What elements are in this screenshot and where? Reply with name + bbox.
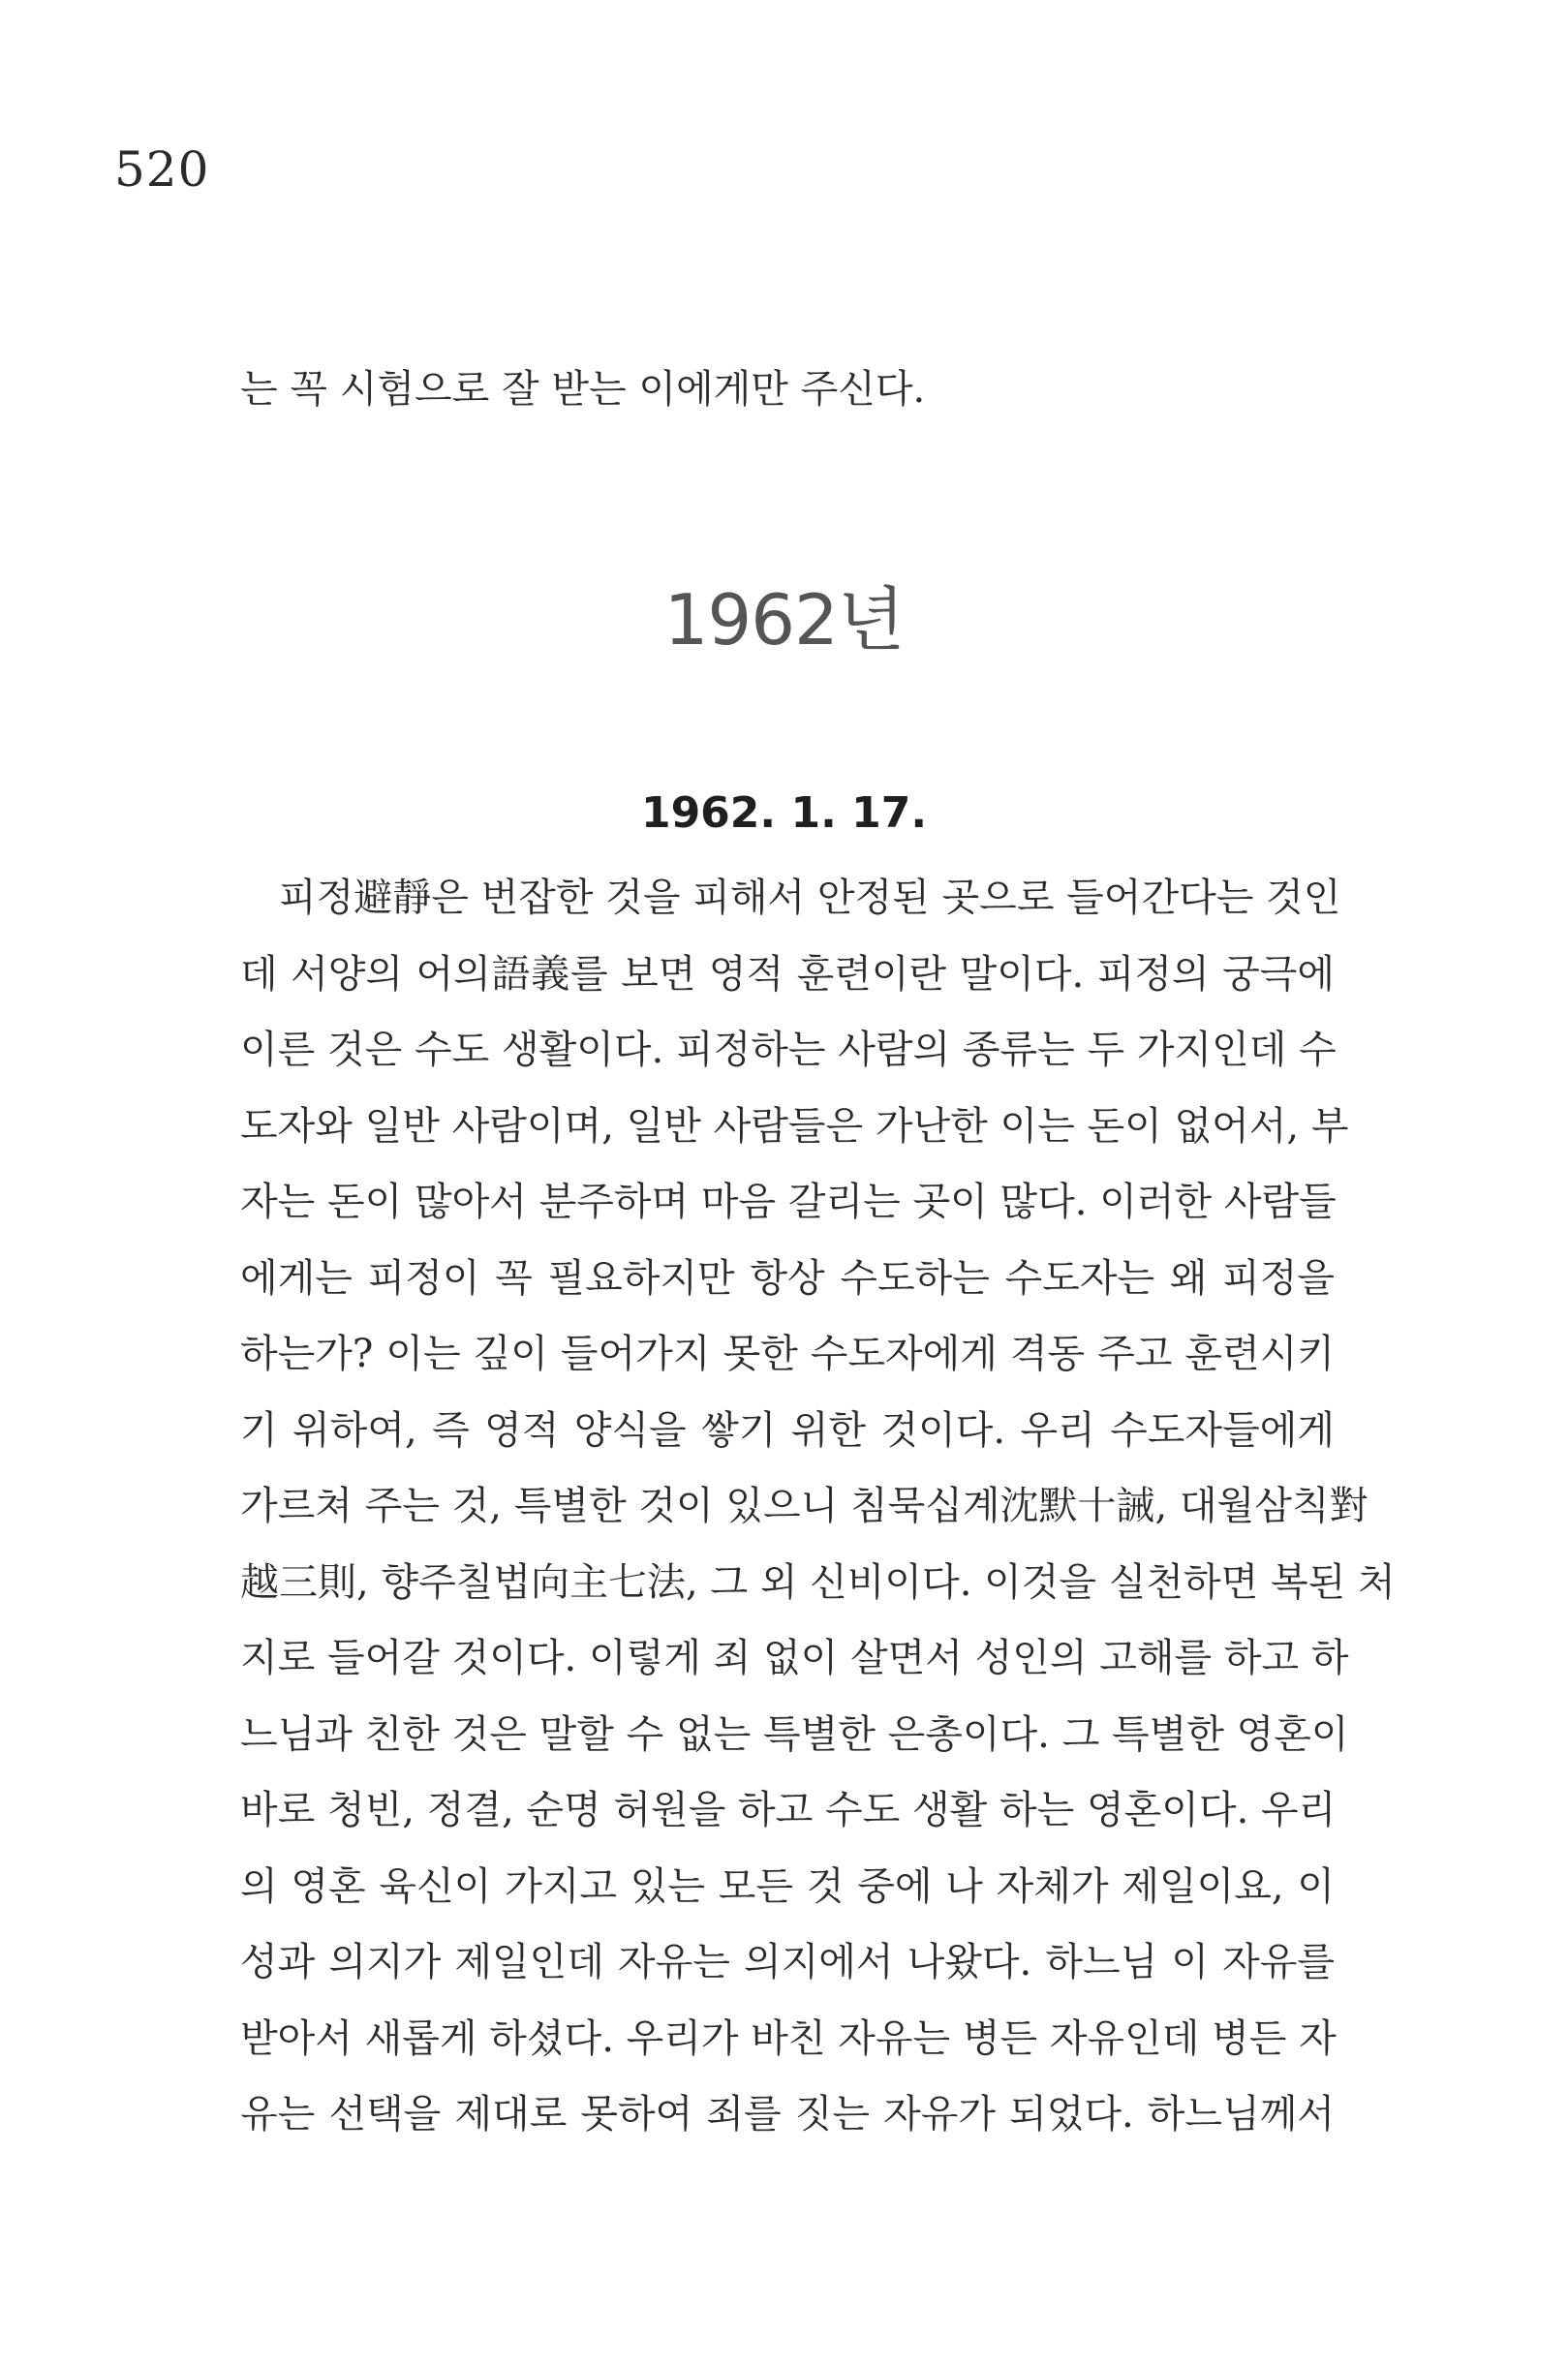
body-line: 자는 돈이 많아서 분주하며 마음 갈리는 곳이 많다. 이러한 사람들	[240, 1180, 1337, 1224]
body-line: 성과 의지가 제일인데 자유는 의지에서 나왔다. 하느님 이 자유를	[240, 1940, 1335, 1984]
year-heading: 1962년	[663, 579, 905, 661]
body-line: 느님과 친한 것은 말할 수 없는 특별한 은총이다. 그 특별한 영혼이	[240, 1711, 1349, 1757]
date-heading: 1962. 1. 17.	[640, 788, 928, 838]
body-line: 데 서양의 어의語義를 보면 영적 훈련이란 말이다. 피정의 궁극에	[240, 951, 1335, 997]
body-line: 하는가? 이는 깊이 들어가지 못한 수도자에게 격동 주고 훈련시키	[240, 1332, 1335, 1376]
body-line: 피정避靜은 번잡한 것을 피해서 안정된 곳으로 들어간다는 것인	[279, 876, 1341, 920]
body-line: 가르쳐 주는 것, 특별한 것이 있으니 침묵십계沈默十誡, 대월삼칙對	[240, 1484, 1368, 1528]
body-line: 에게는 피정이 꼭 필요하지만 항상 수도하는 수도자는 왜 피정을	[240, 1255, 1335, 1301]
body-line: 이른 것은 수도 생활이다. 피정하는 사람의 종류는 두 가지인데 수	[240, 1028, 1337, 1072]
body-line: 기 위하여, 즉 영적 양식을 쌓기 위한 것이다. 우리 수도자들에게	[240, 1407, 1335, 1453]
body-line: 받아서 새롭게 하셨다. 우리가 바친 자유는 병든 자유인데 병든 자	[240, 2015, 1337, 2061]
body-line: 바로 청빈, 정결, 순명 허원을 하고 수도 생활 하는 영혼이다. 우리	[240, 1788, 1337, 1832]
page-number: 520	[114, 141, 210, 198]
body-text	[240, 860, 1396, 2153]
lead-line: 는 꼭 시험으로 잘 받는 이에게만 주신다.	[240, 367, 926, 412]
body-line: 유는 선택을 제대로 못하여 죄를 짓는 자유가 되었다. 하느님께서	[240, 2092, 1335, 2137]
body-line: 越三則, 향주칠법向主七法, 그 외 신비이다. 이것을 실천하면 복된 처	[240, 1559, 1396, 1605]
body-line: 도자와 일반 사람이며, 일반 사람들은 가난한 이는 돈이 없어서, 부	[240, 1103, 1349, 1149]
body-line: 의 영혼 육신이 가지고 있는 모든 것 중에 나 자체가 제일이요, 이	[240, 1863, 1335, 1909]
body-line: 지로 들어갈 것이다. 이렇게 죄 없이 살면서 성인의 고해를 하고 하	[240, 1636, 1349, 1680]
